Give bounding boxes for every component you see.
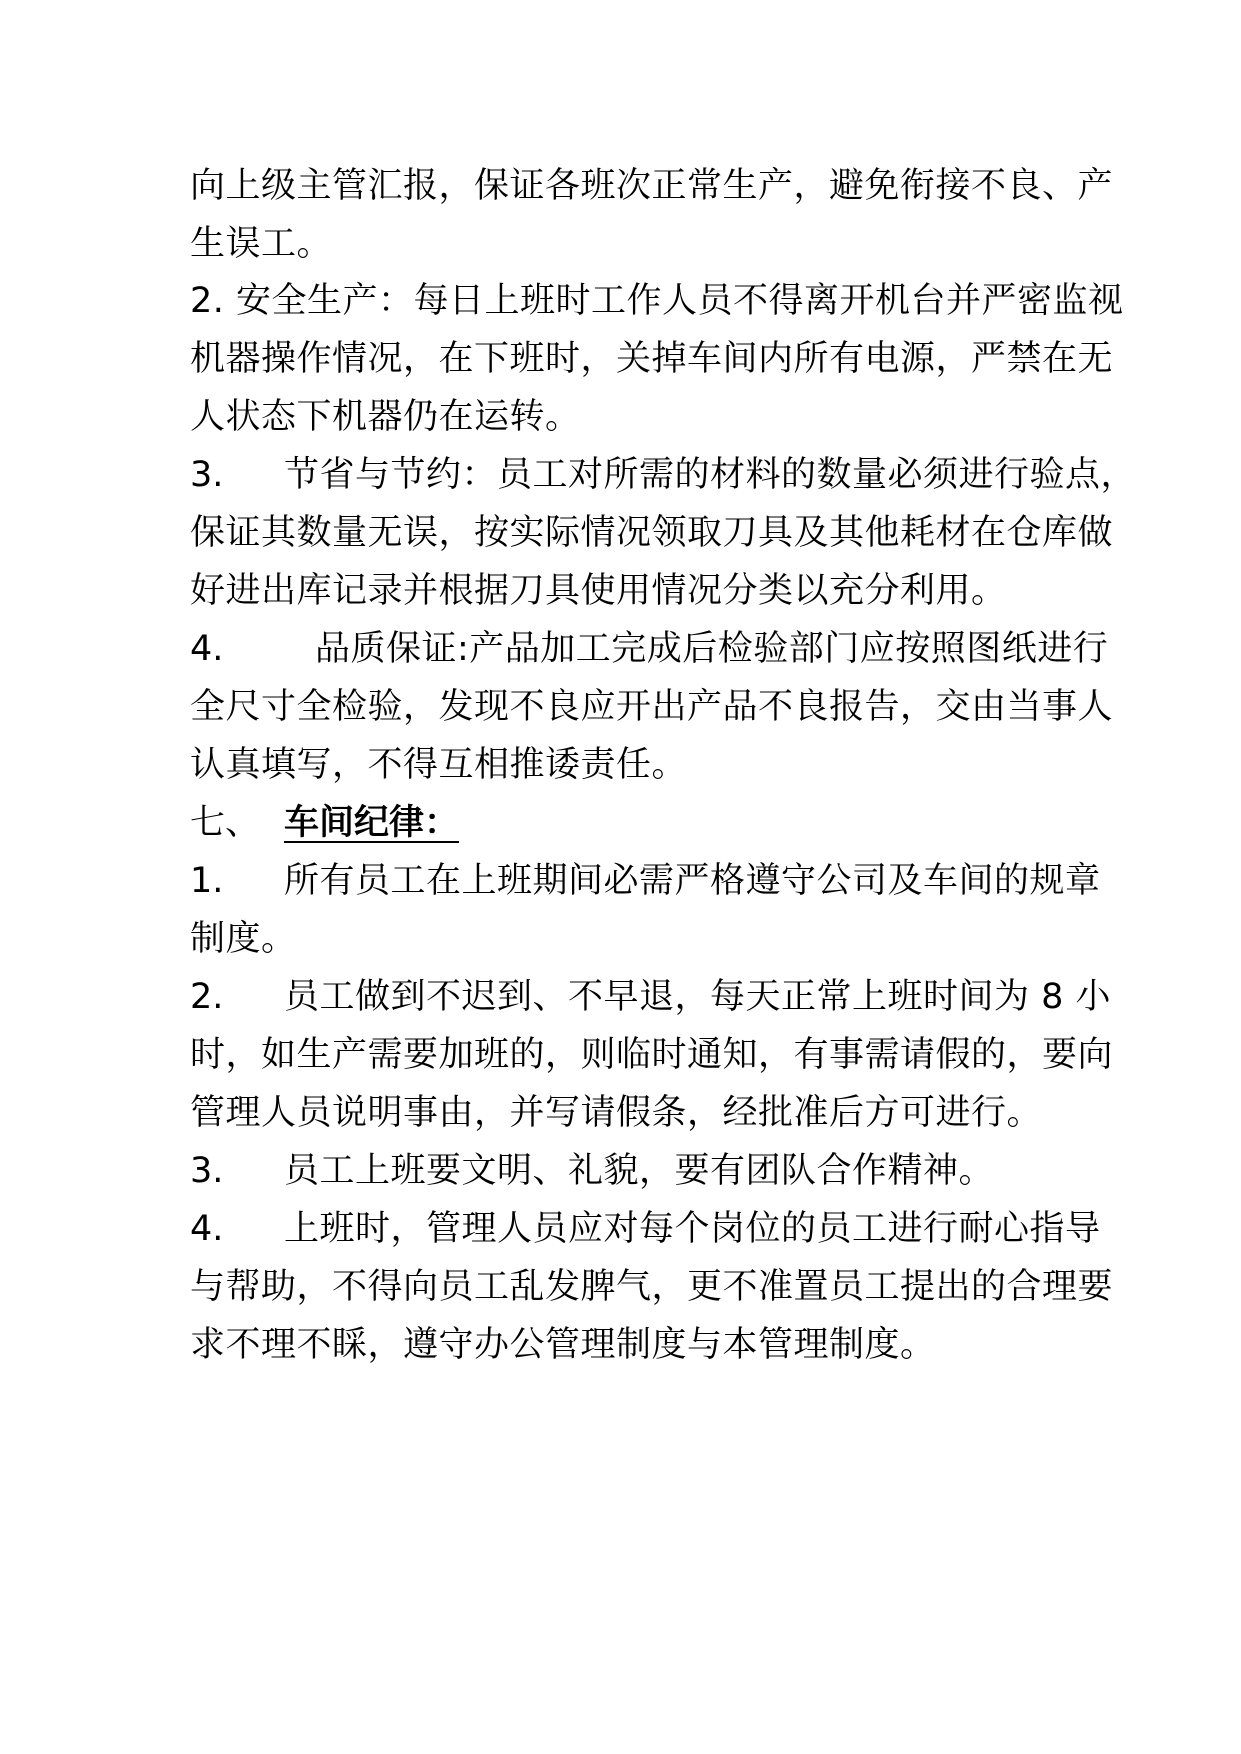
list-item-number: 1. xyxy=(190,861,224,901)
rule-item-2-line: 时，如生产需要加班的，则临时通知，有事需请假的，要向 xyxy=(190,1035,1114,1075)
rule-item-2-line: 员工做到不迟到、不早退，每天正常上班时间为 8 小 xyxy=(284,977,1112,1017)
list-item-3-line: 保证其数量无误，按实际情况领取刀具及其他耗材在仓库做 xyxy=(190,513,1114,553)
paragraph-line: 向上级主管汇报，保证各班次正常生产，避免衔接不良、产 xyxy=(190,166,1114,206)
list-item-4-line: 认真填写，不得互相推诿责任。 xyxy=(190,745,688,785)
list-item-number: 4. xyxy=(190,629,224,669)
paragraph-line: 生误工。 xyxy=(190,224,333,264)
list-item-2-line: 机器操作情况，在下班时，关掉车间内所有电源，严禁在无 xyxy=(190,339,1114,379)
list-item-3-line: 节省与节约：员工对所需的材料的数量必须进行验点， xyxy=(284,455,1137,495)
rule-item-4-line: 上班时，管理人员应对每个岗位的员工进行耐心指导 xyxy=(284,1209,1101,1249)
rule-item-1-line: 制度。 xyxy=(190,919,297,959)
section-number: 七、 xyxy=(190,803,261,843)
list-item-2-line: 2. 安全生产：每日上班时工作人员不得离开机台并严密监视 xyxy=(190,281,1124,321)
list-item-4-line: 全尺寸全检验，发现不良应开出产品不良报告，交由当事人 xyxy=(190,687,1114,727)
rule-item-4-line: 求不理不睬，遵守办公管理制度与本管理制度。 xyxy=(190,1325,936,1365)
rule-item-2-line: 管理人员说明事由，并写请假条，经批准后方可进行。 xyxy=(190,1093,1043,1133)
rule-item-4-line: 与帮助，不得向员工乱发脾气，更不准置员工提出的合理要 xyxy=(190,1267,1114,1307)
rule-item-3-line: 员工上班要文明、礼貌，要有团队合作精神。 xyxy=(284,1151,995,1191)
list-item-3-line: 好进出库记录并根据刀具使用情况分类以充分利用。 xyxy=(190,571,1007,611)
rule-item-1-line: 所有员工在上班期间必需严格遵守公司及车间的规章 xyxy=(284,861,1101,901)
list-item-number: 3. xyxy=(190,455,224,495)
list-item-number: 2. xyxy=(190,977,224,1017)
list-item-4-line: 品质保证:产品加工完成后检验部门应按照图纸进行 xyxy=(315,629,1109,669)
list-item-number: 4. xyxy=(190,1209,224,1249)
list-item-number: 3. xyxy=(190,1151,224,1191)
list-item-2-line: 人状态下机器仍在运转。 xyxy=(190,397,581,437)
section-title: 车间纪律： xyxy=(284,803,460,843)
